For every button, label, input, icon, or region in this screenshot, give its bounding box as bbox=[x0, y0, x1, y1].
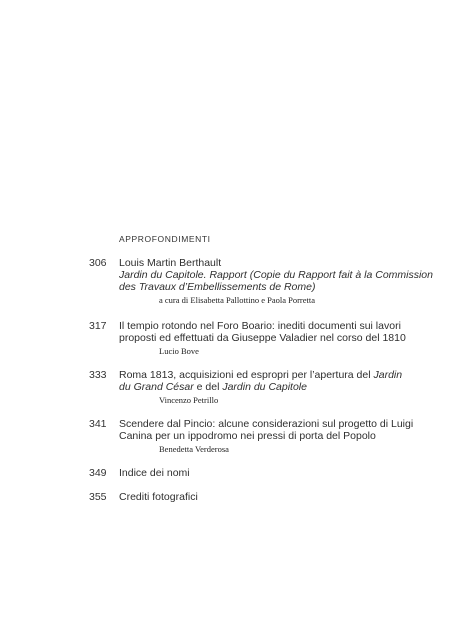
toc-entry-body bbox=[119, 369, 409, 405]
toc-title-line: proposti ed effettuati da Giuseppe Valadier nel corso del 1810 bbox=[119, 332, 406, 344]
toc-page-number: 306 bbox=[89, 257, 107, 269]
toc-title-fragment: Jardin bbox=[373, 369, 403, 381]
toc-title-line: Crediti fotografici bbox=[119, 491, 198, 503]
toc-entry-body bbox=[119, 320, 409, 356]
toc-entry-body bbox=[119, 418, 414, 454]
toc-entry-body bbox=[119, 491, 409, 503]
toc-title-line bbox=[119, 369, 409, 381]
toc-entry-body bbox=[119, 467, 409, 479]
toc-title-line: Scendere dal Pincio: alcune considerazioni sul progetto di Luigi bbox=[119, 418, 414, 430]
toc-title-fragment: Roma 1813, acquisizioni ed espropri per l’apertura del bbox=[119, 369, 374, 381]
toc-title-line: Jardin du Capitole. Rapport (Copie du Rapport fait à la Commission bbox=[119, 269, 433, 281]
toc-title-fragment: Jardin du Capitole bbox=[222, 381, 307, 393]
toc-author: Vincenzo Petrillo bbox=[159, 395, 219, 405]
toc-title-line bbox=[119, 381, 409, 393]
toc-title-fragment: e del bbox=[193, 381, 223, 393]
toc-page-number: 317 bbox=[89, 320, 107, 332]
toc-author: Benedetta Verderosa bbox=[159, 444, 229, 454]
toc-page-number: 333 bbox=[89, 369, 107, 381]
toc-page-number: 355 bbox=[89, 491, 107, 503]
toc-title-line: des Travaux d’Embellissements de Rome) bbox=[119, 281, 316, 293]
toc-title-line: Louis Martin Berthault bbox=[119, 257, 222, 269]
toc-title-line: Indice dei nomi bbox=[119, 467, 190, 479]
toc-title-fragment: du Grand César bbox=[119, 381, 194, 393]
toc-author: Lucio Bove bbox=[159, 346, 199, 356]
toc-entry-body bbox=[119, 257, 433, 305]
toc-author: a cura di Elisabetta Pallottino e Paola Porretta bbox=[159, 295, 316, 305]
toc-page-number: 349 bbox=[89, 467, 107, 479]
toc-page-number: 341 bbox=[89, 418, 107, 430]
toc-title-line: Il tempio rotondo nel Foro Boario: inediti documenti sui lavori bbox=[119, 320, 401, 332]
toc-title-line: Canina per un ippodromo nei pressi di porta del Popolo bbox=[119, 430, 376, 442]
section-heading: APPROFONDIMENTI bbox=[119, 234, 211, 244]
